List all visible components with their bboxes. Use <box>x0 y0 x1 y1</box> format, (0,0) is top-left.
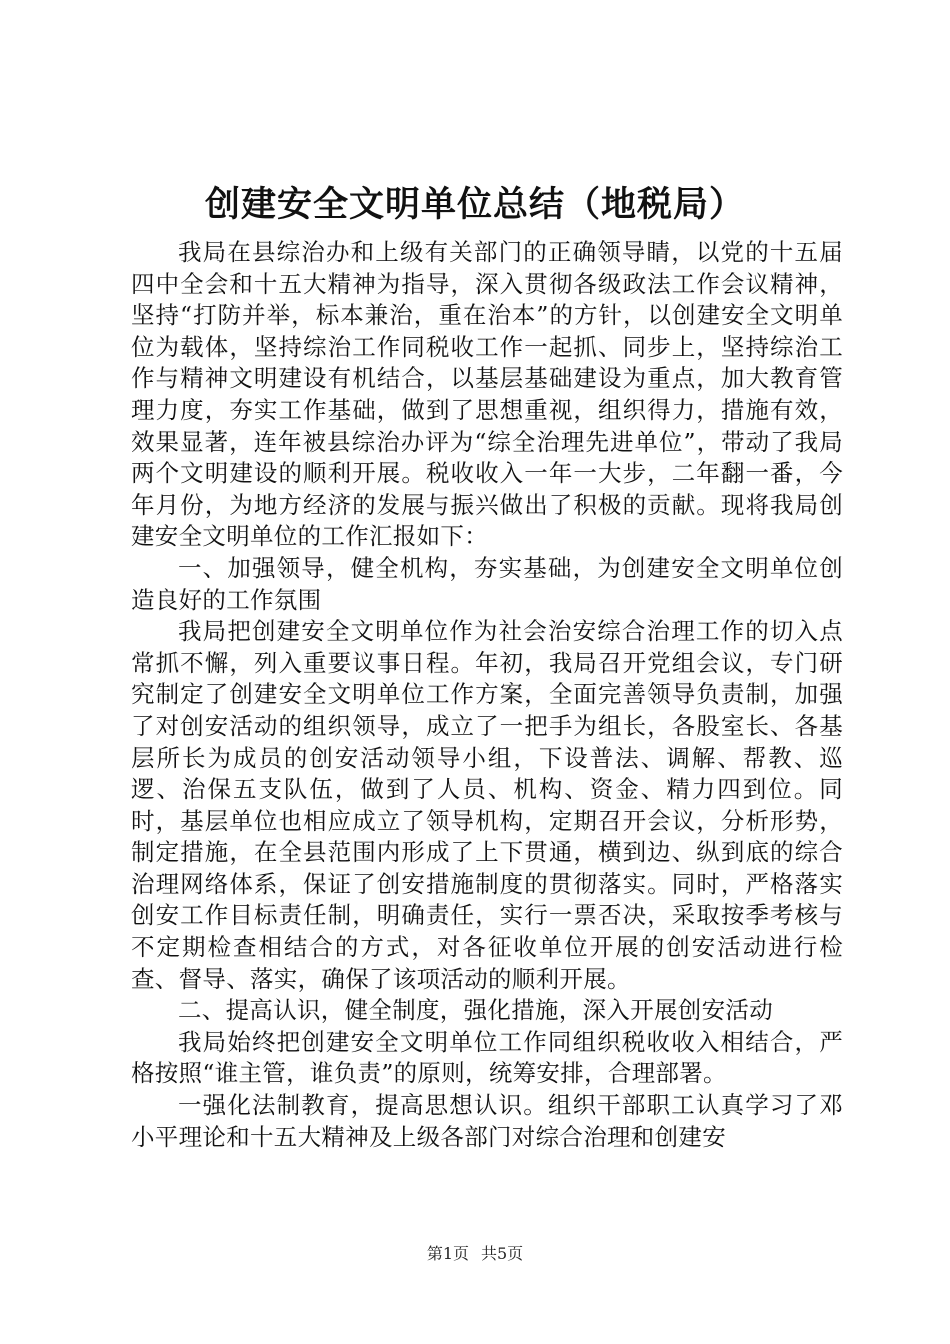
page-footer <box>0 1243 950 1265</box>
document-title: 创建安全文明单位总结（地税局） <box>204 184 745 225</box>
paragraph-intro: 我局在县综治办和上级有关部门的正确领导睛，以党的十五届四中全会和十五大精神为指导，深入贯彻各级政法工作会议精神，坚持“打防并举，标本兼治，重在治本”的方针，以创建安全文明单位为载体，坚持综治工作同税收工作一起抓、同步上，坚持综治工作与精神文明建设有机结合，以基层基础建设为重点，加大教育管理力度，夯实工作基础，做到了思想重视，组织得力，措施有效，效果显著，连年被县综治办评为“综全治理先进单位”，带动了我局两个文明建设的顺利开展。税收收入一年一大步，二年翻一番，今年月份，为地方经济的发展与振兴做出了积极的贡献。现将我局创建安全文明单位的工作汇报如下： <box>131 238 843 551</box>
section-heading-2: 二、提高认识，健全制度，强化措施，深入开展创安活动 <box>178 996 773 1025</box>
page-total: 共5页 <box>481 1244 524 1263</box>
paragraph-section-2: 我局始终把创建安全文明单位工作同组织税收收入相结合，严格按照“谁主管，谁负责”的原则，统筹安排，合理部署。 <box>131 1027 843 1088</box>
section-heading-1: 一、加强领导，健全机构，夯实基础，为创建安全文明单位创造良好的工作氛围 <box>131 553 843 614</box>
paragraph-subsection-1: 一强化法制教育，提高思想认识。组织干部职工认真学习了邓小平理论和十五大精神及上级各部门对综合治理和创建安 <box>131 1091 843 1151</box>
document-body <box>131 237 843 1153</box>
paragraph-section-1: 我局把创建安全文明单位作为社会治安综合治理工作的切入点常抓不懈，列入重要议事日程。年初，我局召开党组会议，专门研究制定了创建安全文明单位工作方案，全面完善领导负责制，加强了对创安活动的组织领导，成立了一把手为组长，各股室长、各基层所长为成员的创安活动领导小组，下设普法、调解、帮教、巡逻、治保五支队伍，做到了人员、机构、资金、精力四到位。同时，基层单位也相应成立了领导机构，定期召开会议，分析形势，制定措施，在全县范围内形成了上下贯通，横到边、纵到底的综合治理网络体系，保证了创安措施制度的贯彻落实。同时，严格落实创安工作目标责任制，明确责任，实行一票否决，采取按季考核与不定期检查相结合的方式，对各征收单位开展的创安活动进行检查、督导、落实，确保了该项活动的顺利开展。 <box>131 617 843 993</box>
page-number: 第1页 <box>426 1244 469 1263</box>
